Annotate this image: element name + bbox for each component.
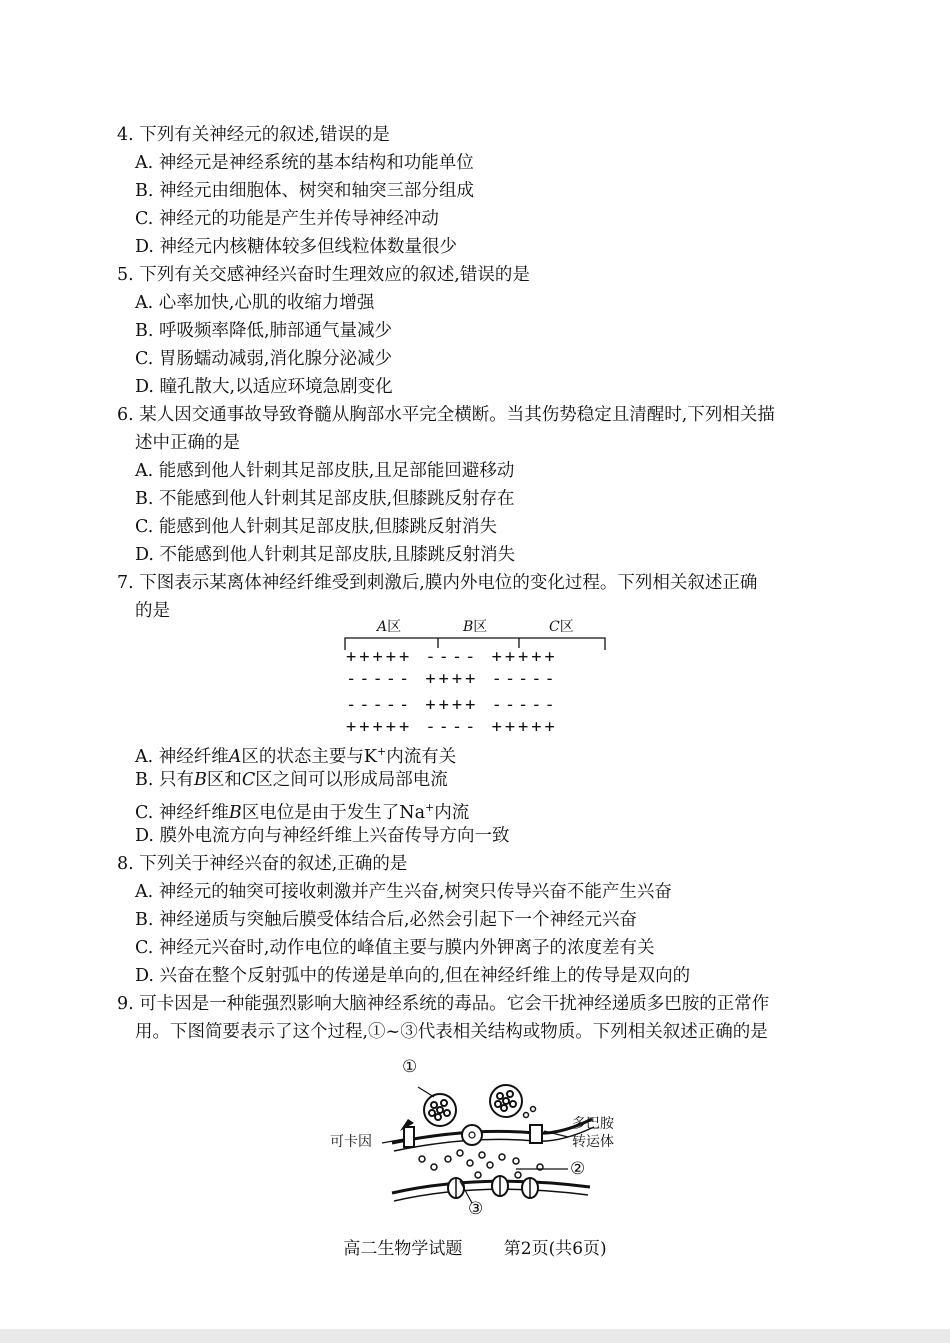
membrane-row-inner-bottom: ----- ++++ ----- [346,695,558,715]
q5-option-b: B. 呼吸频率降低,肺部通气量减少 [135,321,393,341]
label-1: ① [402,1057,418,1077]
q9-stem-line1: 9. 可卡因是一种能强烈影响大脑神经系统的毒品。它会干扰神经递质多巴胺的正常作 [117,994,770,1014]
vesicle-right [490,1085,522,1117]
q6-option-c: C. 能感到他人针刺其足部皮肤,但膝跳反射消失 [135,517,497,537]
vesicle-left [424,1094,456,1126]
q5-option-d: D. 瞳孔散大,以适应环境急剧变化 [135,377,393,397]
q9-stem-line2: 用。下图简要表示了这个过程,①~③代表相关结构或物质。下列相关叙述正确的是 [135,1022,768,1042]
membrane-row-outer-top: +++++ ---- +++++ [346,647,558,667]
bottom-scroll-strip [0,1329,950,1343]
membrane-row-outer-bottom: +++++ ---- +++++ [346,717,558,737]
label-3: ③ [468,1199,484,1219]
zone-a-label: A区 [377,619,402,635]
zone-b-label: B区 [463,619,488,635]
label-transporter-line1: 多巴胺 [572,1116,614,1132]
q7-option-d: D. 膜外电流方向与神经纤维上兴奋传导方向一致 [135,826,510,846]
q4-option-d: D. 神经元内核糖体较多但线粒体数量很少 [135,237,458,257]
q6-stem-line2: 述中正确的是 [135,433,240,453]
q6-stem-line1: 6. 某人因交通事故导致脊髓从胸部水平完全横断。当其伤势稳定且清醒时,下列相关描 [117,405,775,425]
q8-option-b: B. 神经递质与突触后膜受体结合后,必然会引起下一个神经元兴奋 [135,910,638,930]
q6-option-a: A. 能感到他人针刺其足部皮肤,且足部能回避移动 [135,461,515,481]
footer-page-number: 第2页(共6页) [503,1239,607,1259]
q7-stem-line1: 7. 下图表示某离体神经纤维受到刺激后,膜内外电位的变化过程。下列相关叙述正确 [117,573,758,593]
label-2: ② [570,1159,586,1179]
label-cocaine: 可卡因 [330,1134,372,1150]
zone-c-label: C区 [549,619,574,635]
q6-option-d: D. 不能感到他人针刺其足部皮肤,且膝跳反射消失 [135,545,516,565]
q9-synapse-figure [330,1055,630,1220]
q7-option-a: A. 神经纤维A区的状态主要与K+内流有关 [135,745,457,767]
footer-title: 高二生物学试题 [343,1239,463,1259]
q4-stem: 4. 下列有关神经元的叙述,错误的是 [117,125,390,145]
q5-option-a: A. 心率加快,心肌的收缩力增强 [135,293,375,313]
q8-option-c: C. 神经元兴奋时,动作电位的峰值主要与膜内外钾离子的浓度差有关 [135,938,655,958]
membrane-row-inner-top: ----- ++++ ----- [346,669,558,689]
q6-option-b: B. 不能感到他人针刺其足部皮肤,但膝跳反射存在 [135,489,515,509]
q7-option-b: B. 只有B区和C区之间可以形成局部电流 [135,770,448,790]
q7-option-c: C. 神经纤维B区电位是由于发生了Na+内流 [135,801,470,823]
q5-stem: 5. 下列有关交感神经兴奋时生理效应的叙述,错误的是 [117,265,530,285]
q4-option-c: C. 神经元的功能是产生并传导神经冲动 [135,209,439,229]
q7-membrane-potential-figure [340,612,610,737]
page-footer [0,1234,950,1259]
q8-option-a: A. 神经元的轴突可接收刺激并产生兴奋,树突只传导兴奋不能产生兴奋 [135,882,672,902]
label-transporter-line2: 转运体 [572,1134,614,1150]
q4-option-b: B. 神经元由细胞体、树突和轴突三部分组成 [135,181,474,201]
q4-option-a: A. 神经元是神经系统的基本结构和功能单位 [135,153,474,173]
q7-stem-line2: 的是 [135,601,170,621]
q8-stem: 8. 下列关于神经兴奋的叙述,正确的是 [117,854,408,874]
q5-option-c: C. 胃肠蠕动减弱,消化腺分泌减少 [135,349,392,369]
q8-option-d: D. 兴奋在整个反射弧中的传递是单向的,但在神经纤维上的传导是双向的 [135,966,691,986]
